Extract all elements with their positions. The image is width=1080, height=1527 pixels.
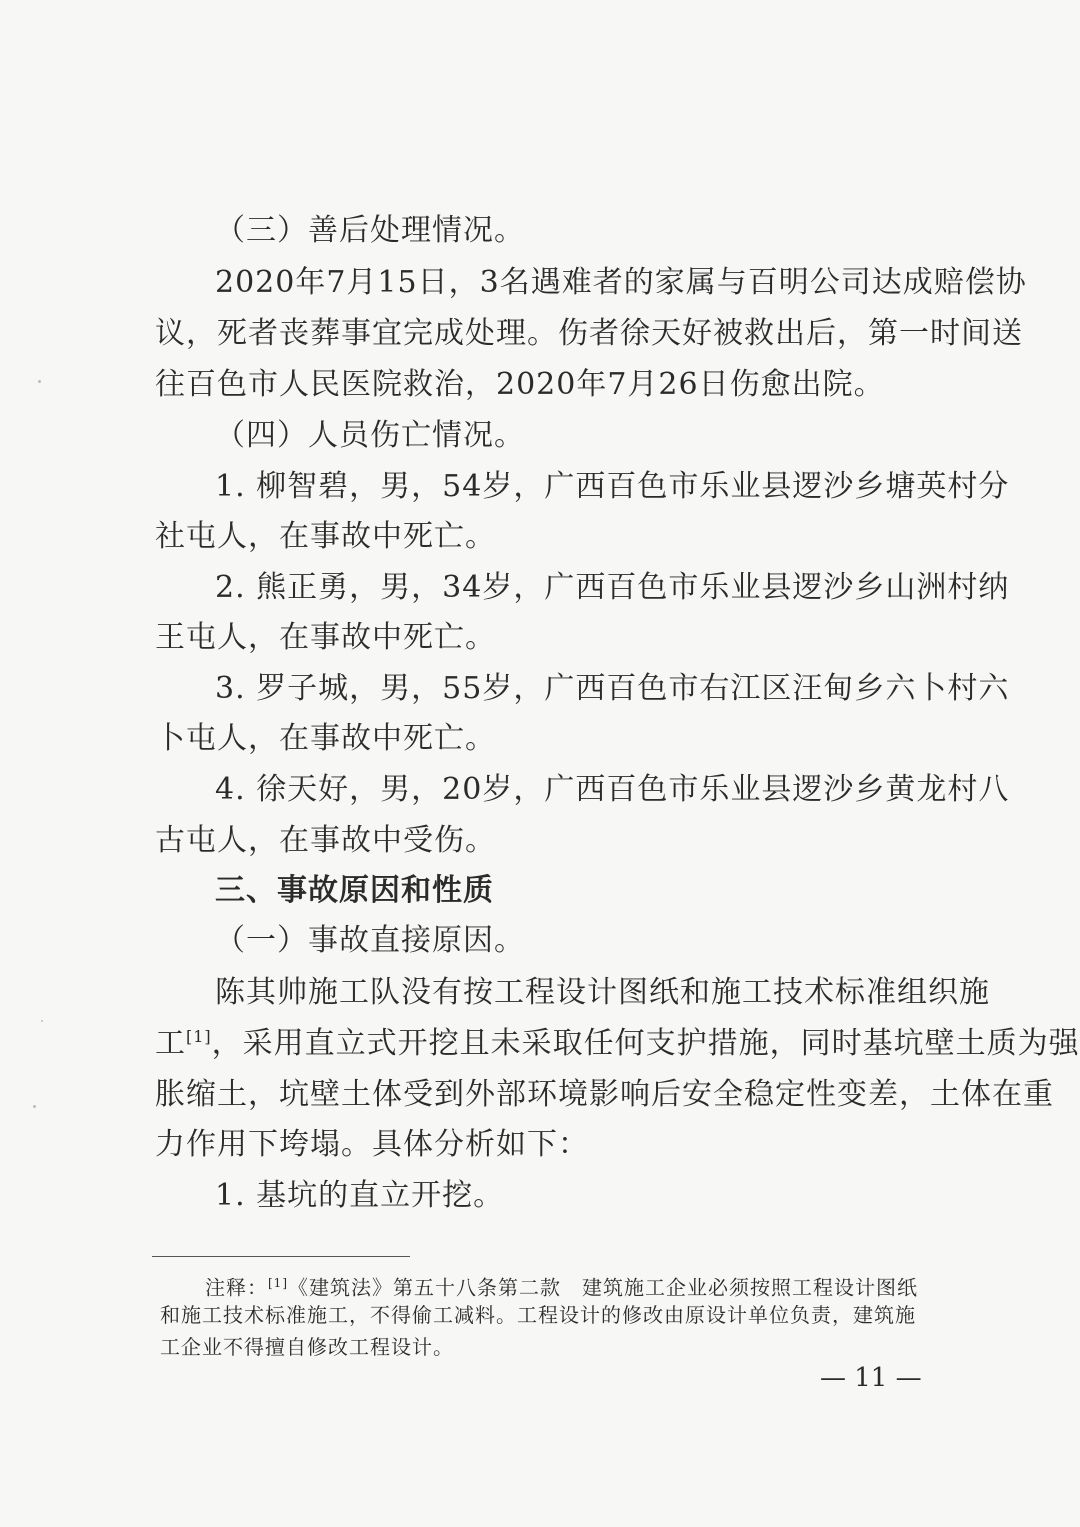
paragraph-text: ，采用直立式开挖且未采取任何支护措施，同时基坑壁土质为强 xyxy=(211,1026,1080,1061)
list-item-line: 3. 罗子城，男，55岁，广西百色市右江区汪甸乡六卜村六 xyxy=(215,671,1010,706)
chapter-heading-cause: 三、事故原因和性质 xyxy=(215,873,494,908)
footnote-text: 《建筑法》第五十八条第二款 建筑施工企业必须按照工程设计图纸 xyxy=(288,1275,918,1300)
footnote-mark: [1] xyxy=(268,1276,288,1290)
list-item-line: 古屯人，在事故中受伤。 xyxy=(155,823,496,858)
scan-speck xyxy=(41,1020,43,1022)
scan-speck xyxy=(33,1105,36,1108)
section-heading-direct-cause: （一）事故直接原因。 xyxy=(215,923,525,958)
subsection-heading: 1. 基坑的直立开挖。 xyxy=(215,1178,505,1213)
paragraph-line: 往百色市人民医院救治，2020年7月26日伤愈出院。 xyxy=(155,367,885,402)
footnote-line: 和施工技术标准施工，不得偷工减料。工程设计的修改由原设计单位负责，建筑施 xyxy=(160,1303,916,1327)
paragraph-line: 胀缩土，坑壁土体受到外部环境影响后安全稳定性变差，土体在重 xyxy=(155,1077,1054,1112)
page-number: — 11 — xyxy=(820,1363,922,1393)
scan-speck xyxy=(38,380,41,383)
paragraph-line xyxy=(155,1024,1080,1064)
list-item-line: 2. 熊正勇，男，34岁，广西百色市乐业县逻沙乡山洲村纳 xyxy=(215,570,1010,605)
paragraph-line: 力作用下垮塌。具体分析如下： xyxy=(155,1127,589,1162)
footnote-line xyxy=(205,1268,918,1303)
footnote-divider xyxy=(152,1256,410,1257)
list-item-line: 卜屯人，在事故中死亡。 xyxy=(155,721,496,756)
paragraph-line: 议，死者丧葬事宜完成处理。伤者徐天好被救出后，第一时间送 xyxy=(155,316,1023,351)
paragraph-line: 陈其帅施工队没有按工程设计图纸和施工技术标准组织施 xyxy=(215,975,990,1010)
paragraph-line: 2020年7月15日，3名遇难者的家属与百明公司达成赔偿协 xyxy=(215,265,1027,300)
paragraph-text: 工[1] xyxy=(155,1026,212,1061)
list-item-line: 4. 徐天好，男，20岁，广西百色市乐业县逻沙乡黄龙村八 xyxy=(215,772,1010,807)
footnote-ref: [1] xyxy=(186,1027,212,1046)
section-heading-aftermath: （三）善后处理情况。 xyxy=(215,213,525,248)
footnote-label: 注释： xyxy=(205,1275,268,1300)
list-item-line: 1. 柳智碧，男，54岁，广西百色市乐业县逻沙乡塘英村分 xyxy=(215,469,1010,504)
footnote-line: 工企业不得擅自修改工程设计。 xyxy=(160,1335,454,1359)
list-item-line: 社屯人，在事故中死亡。 xyxy=(155,519,496,554)
section-heading-casualties: （四）人员伤亡情况。 xyxy=(215,418,525,453)
list-item-line: 王屯人，在事故中死亡。 xyxy=(155,620,496,655)
